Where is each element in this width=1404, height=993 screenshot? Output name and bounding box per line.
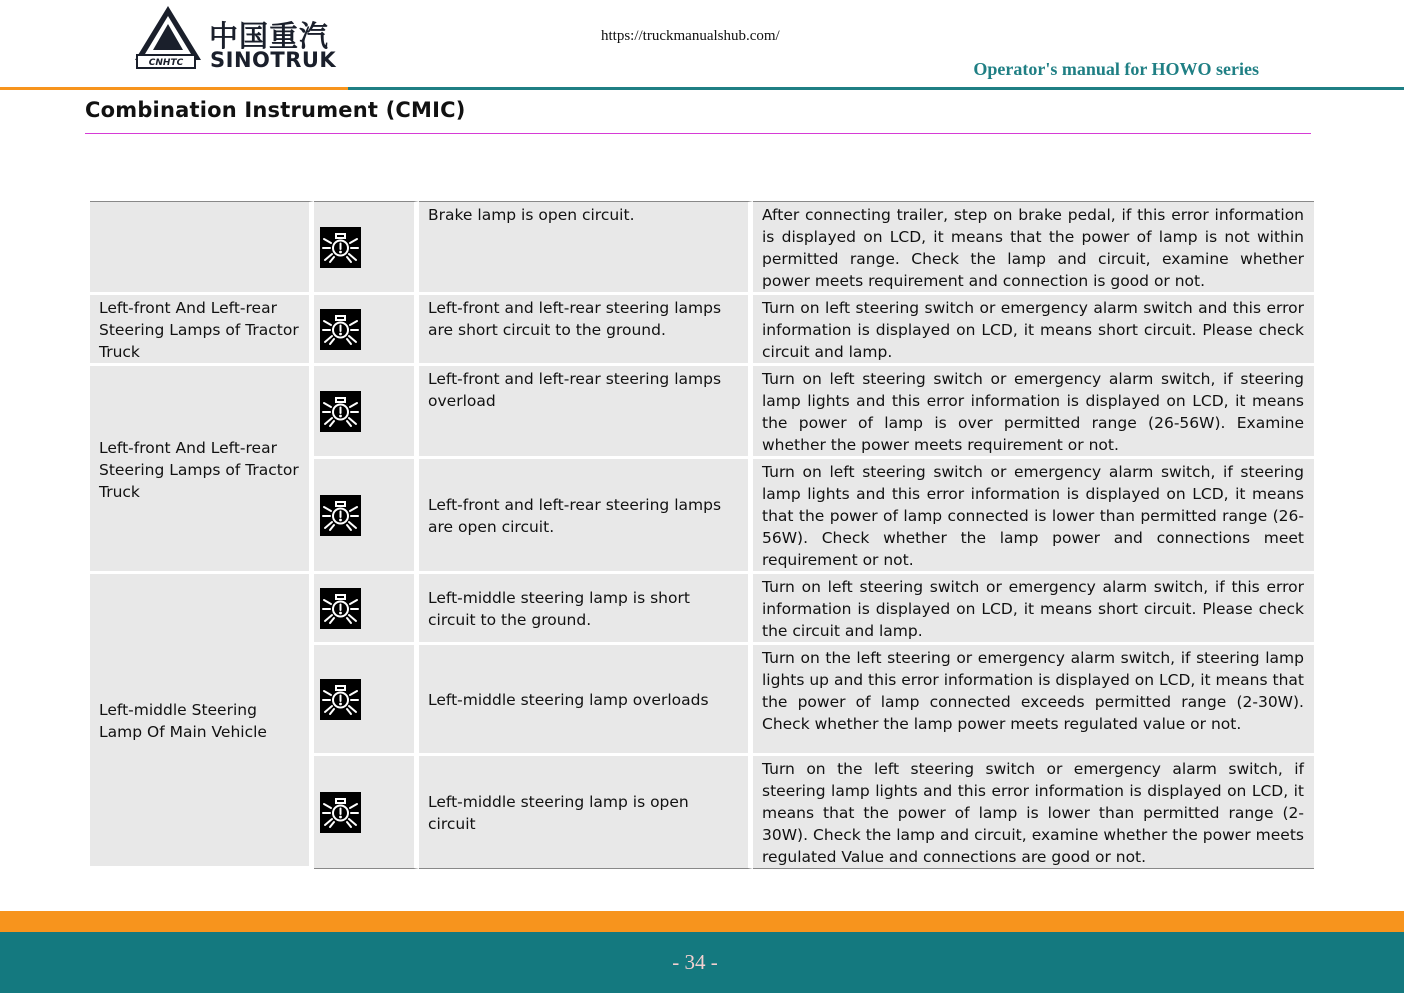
malfunction-lamp-warning-icon xyxy=(320,309,361,350)
action-cell: Turn on the left steering switch or emergency alarm switch, if steering lamp lights and this error information is displayed on LCD, it means that the power of lamp is lower than permitted range (2-30W). Check the lamp and circuit, examine whether the power meets regulated Value and connections are good or not. xyxy=(753,756,1314,869)
system-cell: Left-front And Left-rear Steering Lamps of Tractor Truck xyxy=(90,295,314,366)
description-cell: Left-middle steering lamp overloads xyxy=(419,645,753,756)
malfunction-lamp-warning-icon xyxy=(320,391,361,432)
action-cell: Turn on left steering switch or emergency alarm switch, if this error information is displayed on LCD, it means short circuit. Please check the circuit and lamp. xyxy=(753,574,1314,645)
sinotruk-emblem-icon xyxy=(133,4,203,70)
malfunction-lamp-warning-icon xyxy=(320,792,361,833)
action-cell: After connecting trailer, step on brake pedal, if this error information is displayed on LCD, it means that the power of lamp is not within permitted range. Check the lamp and circuit, examine whether power meets requirement and connection is good or not. xyxy=(753,201,1314,295)
source-url: https://truckmanualshub.com/ xyxy=(601,28,780,44)
logo-badge: CNHTC xyxy=(148,58,184,68)
manual-title: Operator's manual for HOWO series xyxy=(973,59,1259,79)
system-cell: Left-middle Steering Lamp Of Main Vehicle xyxy=(90,574,314,869)
icon-cell xyxy=(314,756,419,869)
description-cell: Brake lamp is open circuit. xyxy=(419,201,753,295)
logo-english-text: SINOTRUK xyxy=(210,48,337,72)
icon-cell xyxy=(314,459,419,574)
logo-chinese-text: 中国重汽 xyxy=(209,19,330,53)
title-underline xyxy=(85,133,1311,134)
description-cell: Left-middle steering lamp is open circuit xyxy=(419,756,753,869)
footer-band-orange xyxy=(0,911,1404,932)
icon-cell xyxy=(314,645,419,756)
description-cell: Left-front and left-rear steering lamps are open circuit. xyxy=(419,459,753,574)
icon-cell xyxy=(314,366,419,459)
table-row xyxy=(90,295,1314,366)
description-cell: Left-front and left-rear steering lamps are short circuit to the ground. xyxy=(419,295,753,366)
malfunction-lamp-warning-icon xyxy=(320,227,361,268)
system-cell: Left-front And Left-rear Steering Lamps of Tractor Truck xyxy=(90,366,314,574)
description-cell: Left-middle steering lamp is short circuit to the ground. xyxy=(419,574,753,645)
icon-cell xyxy=(314,574,419,645)
action-cell: Turn on left steering switch or emergency alarm switch, if steering lamp lights and this error information is displayed on LCD, it means that the power of lamp connected is lower than permitted range (26-56W). Check whether the lamp power and connections meet requirement or not. xyxy=(753,459,1314,574)
action-cell: Turn on left steering switch or emergency alarm switch and this error information is displayed on LCD, it means short circuit. Please check circuit and lamp. xyxy=(753,295,1314,366)
table-row xyxy=(90,574,1314,645)
action-cell: Turn on the left steering or emergency alarm switch, if steering lamp lights up and this error information is displayed on LCD, it means that the power of lamp connected exceeds permitted range (2-30W). Check whether the lamp power meets regulated value or not. xyxy=(753,645,1314,756)
sinotruk-logo xyxy=(133,4,343,72)
system-cell xyxy=(90,201,314,295)
icon-cell xyxy=(314,201,419,295)
section-title: Combination Instrument (CMIC) xyxy=(85,98,466,122)
description-cell: Left-front and left-rear steering lamps overload xyxy=(419,366,753,459)
header-rule-teal xyxy=(348,87,1404,90)
table-row xyxy=(90,366,1314,459)
icon-cell xyxy=(314,295,419,366)
error-table xyxy=(90,201,1314,869)
page-number: - 34 - xyxy=(672,950,718,974)
malfunction-lamp-warning-icon xyxy=(320,679,361,720)
table-row xyxy=(90,201,1314,295)
malfunction-lamp-warning-icon xyxy=(320,495,361,536)
header-rule-orange xyxy=(0,87,348,90)
malfunction-lamp-warning-icon xyxy=(320,588,361,629)
action-cell: Turn on left steering switch or emergency alarm switch, if steering lamp lights and this error information is displayed on LCD, it means the power of lamp is over permitted range (26-56W). Examine whether the power meets requirement or not. xyxy=(753,366,1314,459)
